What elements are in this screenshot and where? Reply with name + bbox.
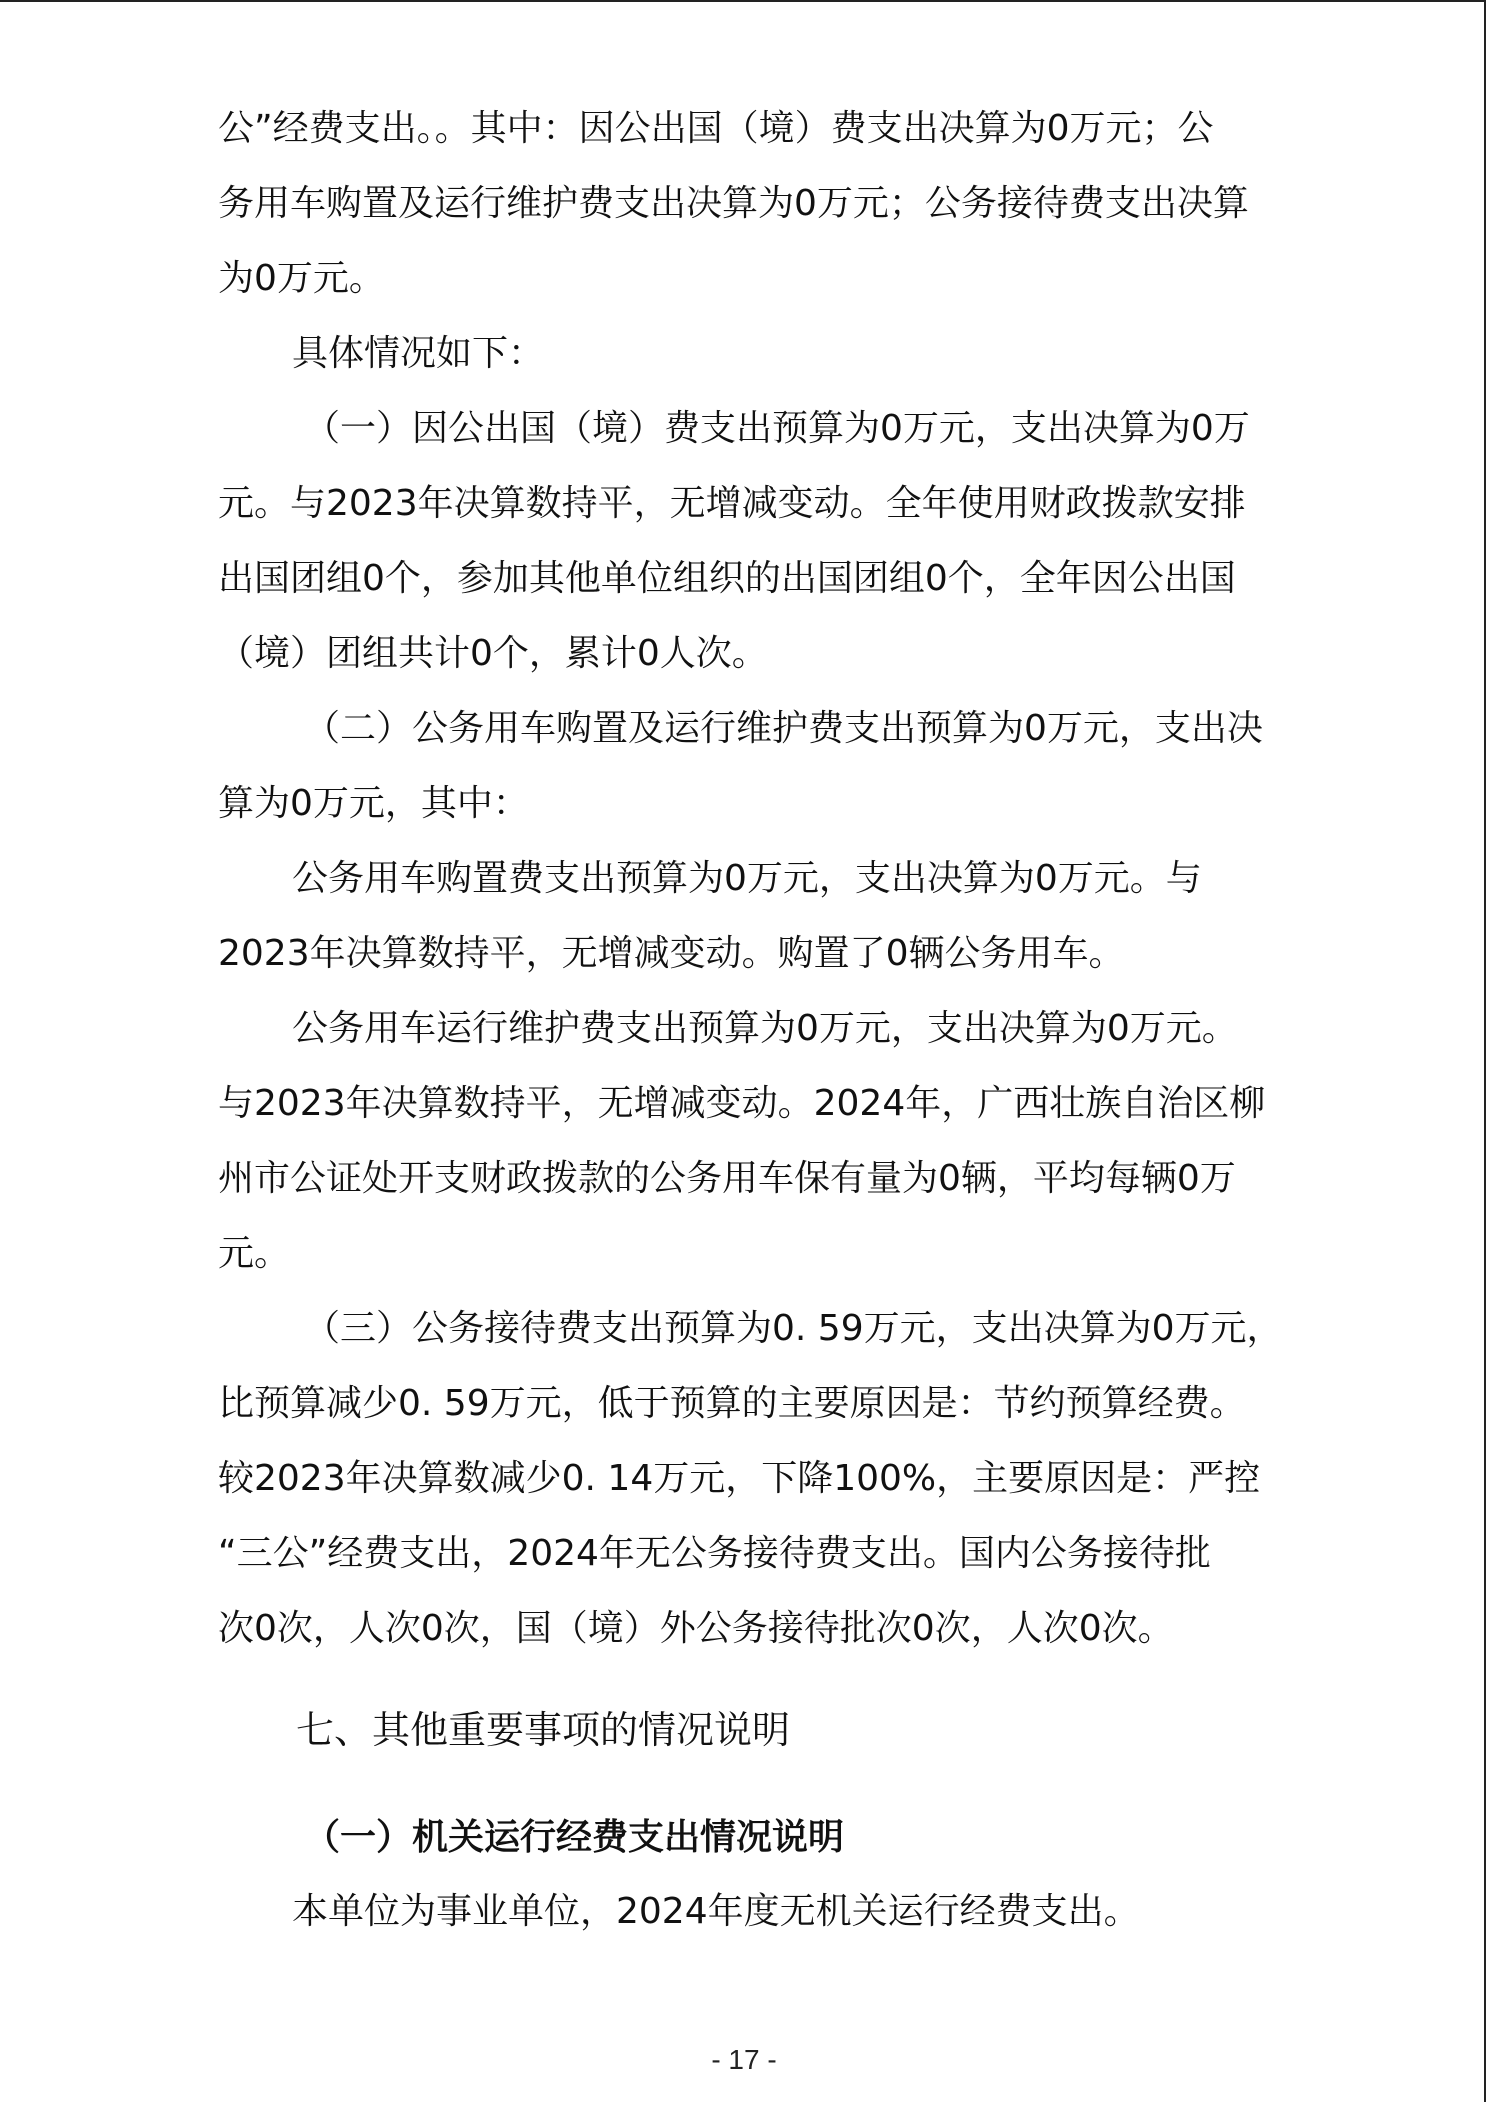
text-line: 具体情况如下： [292, 333, 545, 374]
text-line: 公”经费支出。。其中：因公出国（境）费支出决算为0万元；公 [218, 108, 1214, 149]
document-body [218, 104, 1288, 1962]
text-line: 次0次，人次0次，国（境）外公务接待批次0次，人次0次。 [218, 1608, 1174, 1649]
text-line: 出国团组0个，参加其他单位组织的出国团组0个，全年因公出国 [218, 558, 1236, 599]
text-line: 州市公证处开支财政拨款的公务用车保有量为0辆，平均每辆0万 [218, 1158, 1236, 1199]
text-line: （一）因公出国（境）费支出预算为0万元，支出决算为0万 [304, 408, 1250, 449]
text-line: 2023年决算数持平，无增减变动。购置了0辆公务用车。 [218, 933, 1125, 974]
text-line: 公务用车购置费支出预算为0万元，支出决算为0万元。与 [292, 858, 1202, 899]
text-line: （境）团组共计0个，累计0人次。 [218, 633, 768, 674]
text-line: 算为0万元，其中： [218, 783, 529, 824]
subsection-heading: （一）机关运行经费支出情况说明 [304, 1817, 845, 1858]
text-line: 为0万元。 [218, 258, 385, 299]
page-number: - 17 - [711, 2044, 777, 2075]
text-line: 公务用车运行维护费支出预算为0万元，支出决算为0万元。 [292, 1008, 1238, 1049]
text-line: “三公”经费支出，2024年无公务接待费支出。国内公务接待批 [218, 1533, 1211, 1574]
text-line: （三）公务接待费支出预算为0. 59万元，支出决算为0万元， [304, 1308, 1283, 1349]
text-line: 与2023年决算数持平，无增减变动。2024年，广西壮族自治区柳 [218, 1083, 1266, 1124]
subsection-text: 本单位为事业单位，2024年度无机关运行经费支出。 [292, 1891, 1140, 1932]
text-line: 比预算减少0. 59万元，低于预算的主要原因是：节约预算经费。 [218, 1383, 1246, 1424]
section-heading: 七、其他重要事项的情况说明 [296, 1708, 791, 1752]
text-line: 务用车购置及运行维护费支出决算为0万元；公务接待费支出决算 [218, 183, 1249, 224]
text-line: 较2023年决算数减少0. 14万元，下降100%，主要原因是：严控 [218, 1458, 1261, 1499]
text-line: 元。 [218, 1233, 291, 1274]
text-line: 元。与2023年决算数持平，无增减变动。全年使用财政拨款安排 [218, 483, 1246, 524]
text-line: （二）公务用车购置及运行维护费支出预算为0万元，支出决 [304, 708, 1263, 749]
